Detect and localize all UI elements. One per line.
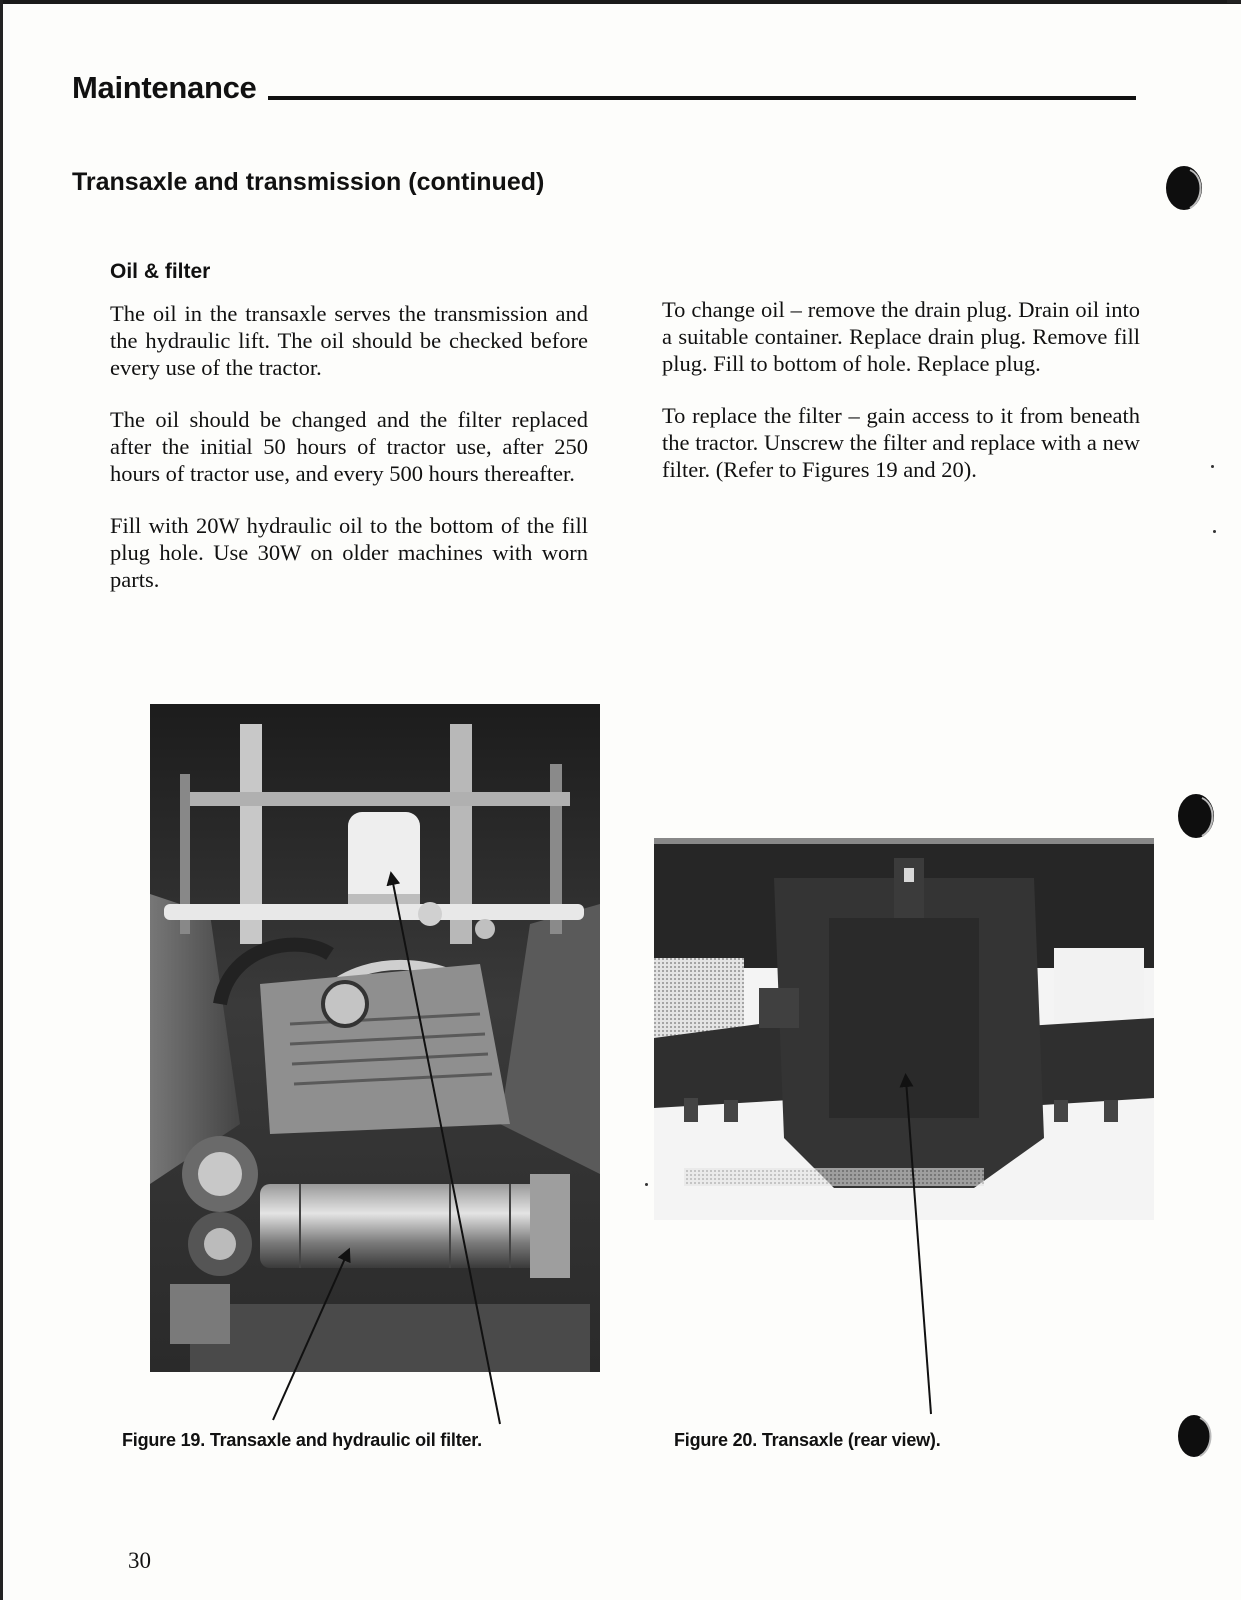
- figure-19-photo: [150, 704, 600, 1372]
- figure-20-photo: [654, 838, 1154, 1220]
- punch-hole-icon: [1160, 162, 1206, 214]
- right-column: [662, 296, 1140, 508]
- scan-speck: [1213, 530, 1216, 533]
- punch-hole-icon: [1172, 1410, 1218, 1462]
- header-rule: [268, 96, 1136, 100]
- paragraph-change-interval: The oil should be changed and the filter replaced after the initial 50 hours of tractor use, after 250 hours of tractor use, and every 500 hours thereafter.: [110, 407, 588, 486]
- subsection-title: Oil & filter: [110, 260, 211, 283]
- paragraph-change-oil: To change oil – remove the drain plug. Drain oil into a suitable container. Replace drain plug. Remove fill plug. Fill to bottom of hole. Replace plug.: [662, 297, 1140, 376]
- scan-speck: [1211, 465, 1214, 468]
- section-title: Transaxle and transmission (continued): [72, 168, 545, 196]
- scan-edge-top: [0, 0, 1241, 4]
- paragraph-replace-filter: To replace the filter – gain access to it from beneath the tractor. Unscrew the filter and replace with a new filter. (Refer to Figures 19 and 20).: [662, 403, 1140, 482]
- punch-hole-icon: [1172, 790, 1218, 842]
- figure-20-caption: Figure 20. Transaxle (rear view).: [674, 1430, 941, 1450]
- figure-19-caption: Figure 19. Transaxle and hydraulic oil filter.: [122, 1430, 482, 1450]
- page-number: 30: [128, 1548, 151, 1573]
- paragraph-oil-type: Fill with 20W hydraulic oil to the bottom of the fill plug hole. Use 30W on older machines with worn parts.: [110, 513, 588, 592]
- scan-edge-left: [0, 0, 3, 1600]
- running-head: Maintenance: [72, 70, 257, 105]
- left-column: [110, 300, 588, 618]
- scan-speck: [645, 1183, 648, 1186]
- scan-edge-corner: [1227, 0, 1241, 3]
- paragraph-oil-purpose: The oil in the transaxle serves the transmission and the hydraulic lift. The oil should be checked before every use of the tractor.: [110, 301, 588, 380]
